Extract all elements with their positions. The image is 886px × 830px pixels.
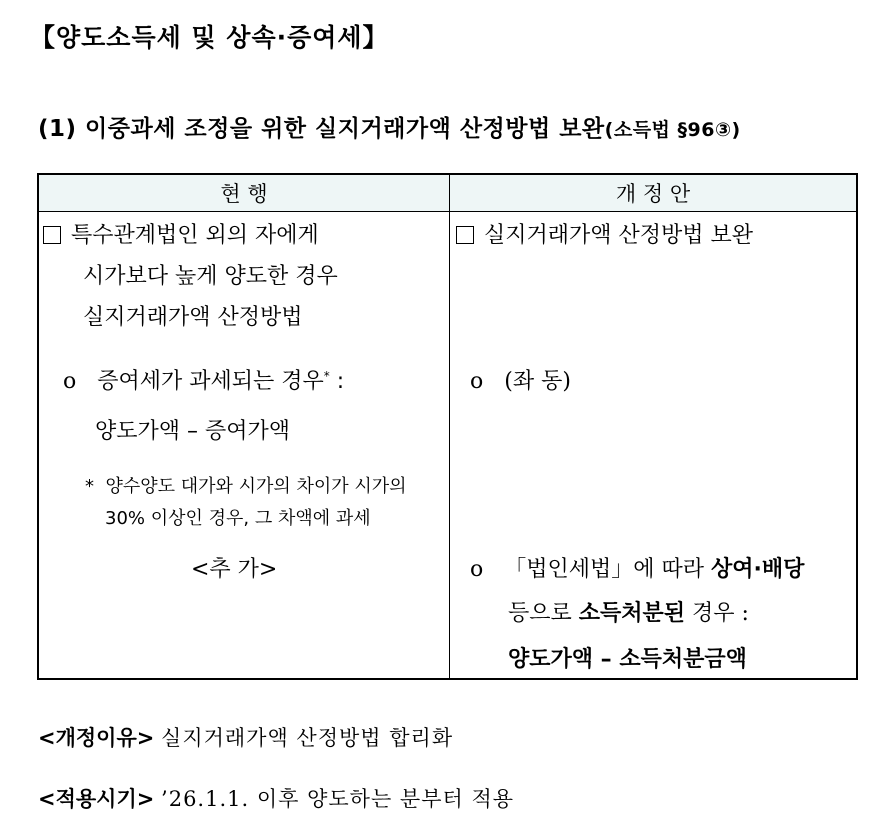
- current-heading-line-1: 특수관계법인 외의 자에게: [43, 218, 319, 249]
- current-formula: 양도가액 – 증여가액: [95, 419, 291, 444]
- reason-label: <개정이유>: [38, 726, 155, 750]
- revised-bullet-2-line-2: 등으로 소득처분된 경우 :: [508, 601, 749, 626]
- sub-title-reference: (소득법 §96③): [604, 119, 741, 141]
- footnote-marker: *: [323, 369, 330, 383]
- checkbox-square-icon: [456, 226, 474, 244]
- checkbox-square-icon: [43, 226, 61, 244]
- bullet-circle-icon: o: [63, 369, 77, 394]
- current-bullet: [63, 364, 344, 395]
- footnote-star: *: [85, 476, 94, 497]
- sub-title-main: (1) 이중과세 조정을 위한 실지거래가액 산정방법 보완: [38, 116, 605, 142]
- current-added-note: <추 가>: [191, 557, 278, 582]
- revised-heading: 실지거래가액 산정방법 보완: [456, 218, 753, 249]
- section-title: 【양도소득세 및 상속·증여세】: [30, 23, 389, 52]
- current-footnote-line-2: 30% 이상인 경우, 그 차액에 과세: [105, 508, 371, 529]
- revised-bullet-1: o (좌 동): [470, 369, 571, 394]
- comparison-table: [37, 173, 858, 680]
- apply-label: <적용시기>: [38, 787, 155, 811]
- current-heading-line-2: 시가보다 높게 양도한 경우: [83, 264, 338, 289]
- current-cell: [38, 212, 450, 680]
- apply-row: [38, 783, 514, 813]
- sub-title: [38, 110, 741, 143]
- current-footnote-line-1: * 양수양도 대가와 시가의 차이가 시가의: [85, 476, 407, 497]
- reason-row: [38, 722, 453, 752]
- reason-value: 실지거래가액 산정방법 합리화: [161, 726, 454, 750]
- revised-bullet-2: o 「법인세법」에 따라 상여·배당: [470, 557, 805, 582]
- revised-formula: 양도가액 – 소득처분금액: [508, 647, 747, 672]
- apply-value: ’26.1.1. 이후 양도하는 분부터 적용: [161, 787, 515, 811]
- header-revised: 개 정 안: [450, 174, 858, 212]
- current-heading-line-3: 실지거래가액 산정방법: [83, 305, 303, 330]
- bullet-circle-icon: o: [470, 557, 484, 582]
- header-current: 현 행: [38, 174, 450, 212]
- current-bullet-colon: :: [336, 369, 345, 394]
- current-bullet-label: 증여세가 과세되는 경우: [97, 369, 324, 394]
- bullet-circle-icon: o: [470, 369, 484, 394]
- revised-cell: [450, 212, 858, 680]
